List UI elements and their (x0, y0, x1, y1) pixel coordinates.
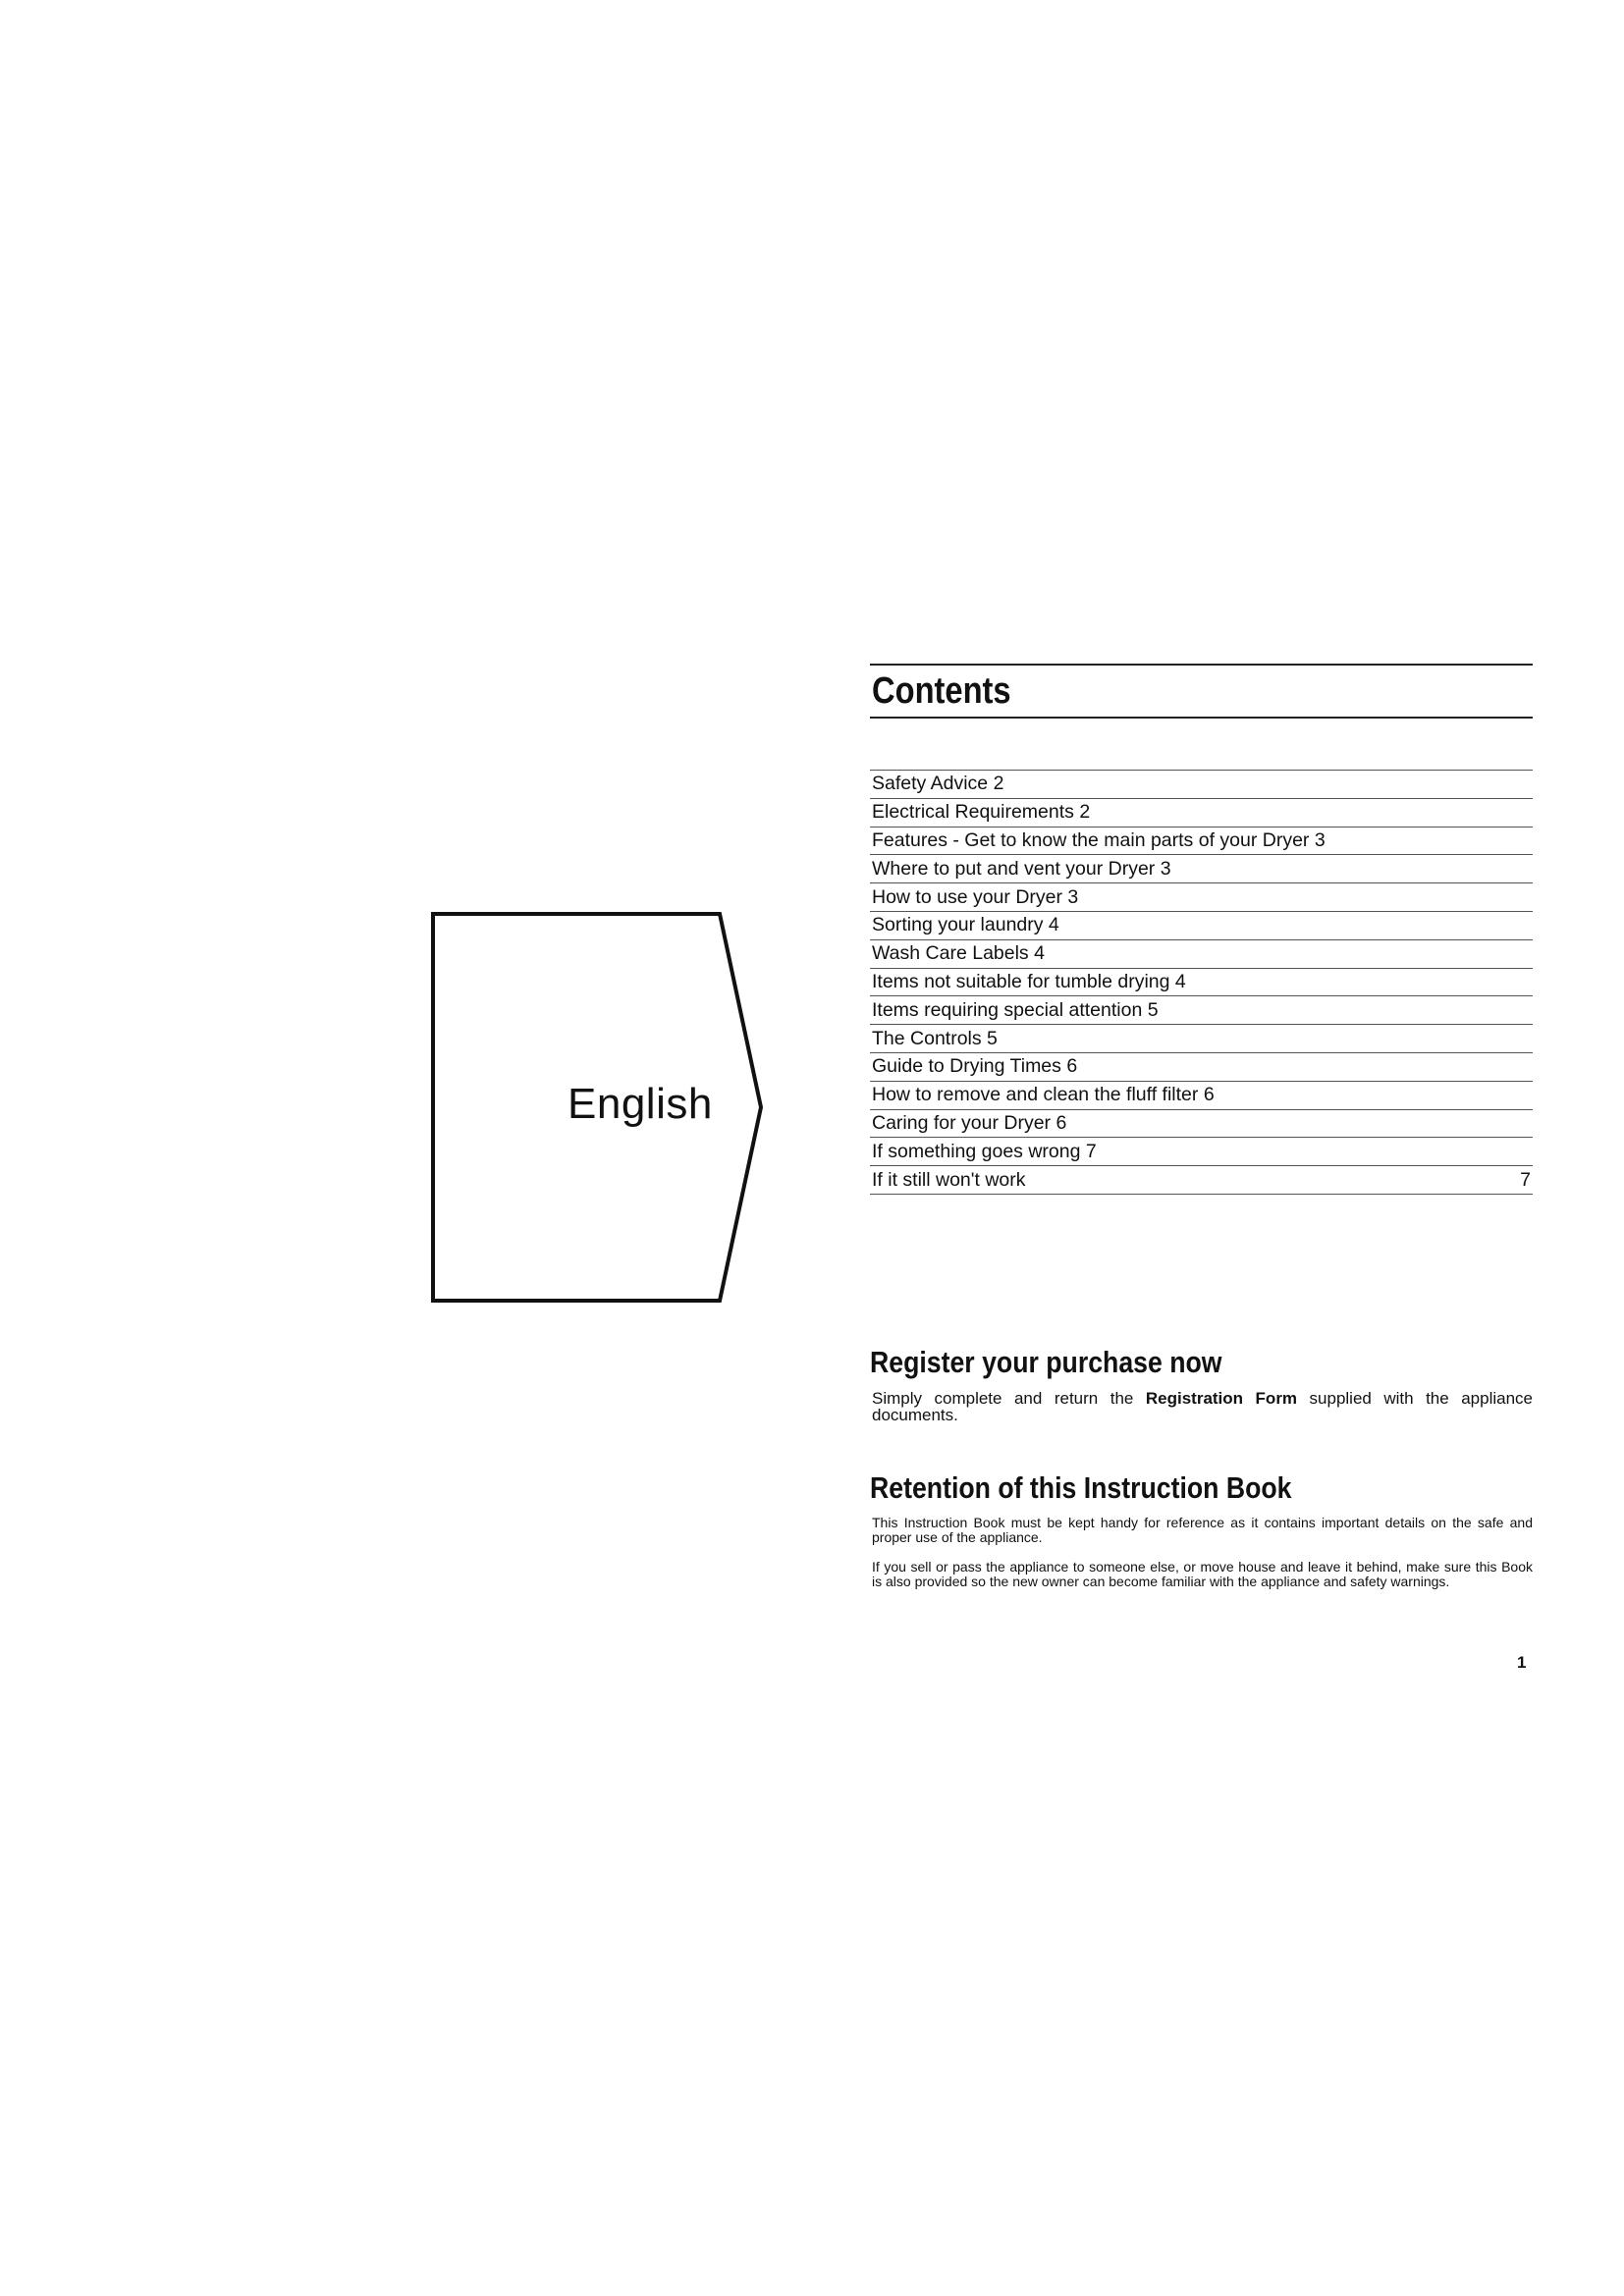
toc-entry[interactable] (870, 883, 1533, 912)
toc-entry-label: The Controls 5 (872, 1027, 998, 1049)
toc-entry[interactable] (870, 969, 1533, 997)
toc-entry[interactable] (870, 799, 1533, 828)
toc-entry[interactable] (870, 1025, 1533, 1053)
register-paragraph (872, 1390, 1533, 1423)
toc-entry-label: Safety Advice 2 (872, 773, 1004, 795)
table-of-contents (870, 770, 1533, 1195)
toc-entry-label: If it still won't work (872, 1168, 1026, 1191)
register-text-before: Simply complete and return the (872, 1389, 1146, 1408)
toc-entry-label: How to remove and clean the fluff filter 6 (872, 1084, 1215, 1106)
contents-title: Contents (872, 670, 1011, 712)
toc-entry[interactable] (870, 1110, 1533, 1139)
content-column (870, 664, 1533, 1589)
language-tab (430, 911, 764, 1304)
toc-entry-label: Guide to Drying Times 6 (872, 1055, 1078, 1078)
retention-paragraph-1: This Instruction Book must be kept handy for reference as it contains important details on the safe and proper use of the appliance. (872, 1515, 1533, 1545)
toc-entry-page: 7 (1520, 1168, 1531, 1191)
toc-entry[interactable] (870, 940, 1533, 969)
toc-entry-label: Where to put and vent your Dryer 3 (872, 857, 1171, 880)
language-tab-label: English (568, 1080, 713, 1128)
toc-entry[interactable] (870, 1082, 1533, 1110)
toc-entry[interactable] (870, 1138, 1533, 1166)
toc-entry-label: Electrical Requirements 2 (872, 801, 1091, 824)
toc-entry[interactable] (870, 996, 1533, 1025)
retention-paragraph-2: If you sell or pass the appliance to someone else, or move house and leave it behind, make sure this Book is also provided so the new owner can become familiar with the appliance and safety warnings. (872, 1559, 1533, 1589)
toc-entry[interactable] (870, 1053, 1533, 1082)
toc-entry-label: Items not suitable for tumble drying 4 (872, 970, 1186, 992)
toc-entry[interactable] (870, 1166, 1533, 1195)
toc-entry[interactable] (870, 912, 1533, 940)
toc-entry[interactable] (870, 828, 1533, 856)
toc-entry[interactable] (870, 855, 1533, 883)
toc-entry-label: If something goes wrong 7 (872, 1140, 1097, 1162)
toc-entry[interactable] (870, 771, 1533, 799)
register-section (870, 1345, 1533, 1423)
toc-entry-label: Items requiring special attention 5 (872, 998, 1159, 1021)
toc-entry-label: Caring for your Dryer 6 (872, 1111, 1067, 1134)
retention-heading: Retention of this Instruction Book (870, 1470, 1292, 1505)
toc-entry-label: Sorting your laundry 4 (872, 914, 1059, 936)
register-text-after: supplied with the appliance documents. (872, 1389, 1533, 1424)
register-heading: Register your purchase now (870, 1345, 1222, 1379)
toc-entry-label: Features - Get to know the main parts of your Dryer 3 (872, 828, 1326, 851)
retention-section (870, 1470, 1533, 1589)
toc-entry-label: How to use your Dryer 3 (872, 885, 1079, 908)
page-number: 1 (1517, 1653, 1527, 1672)
contents-header (870, 664, 1533, 719)
registration-form-text: Registration Form (1145, 1389, 1298, 1408)
toc-entry-label: Wash Care Labels 4 (872, 942, 1045, 965)
